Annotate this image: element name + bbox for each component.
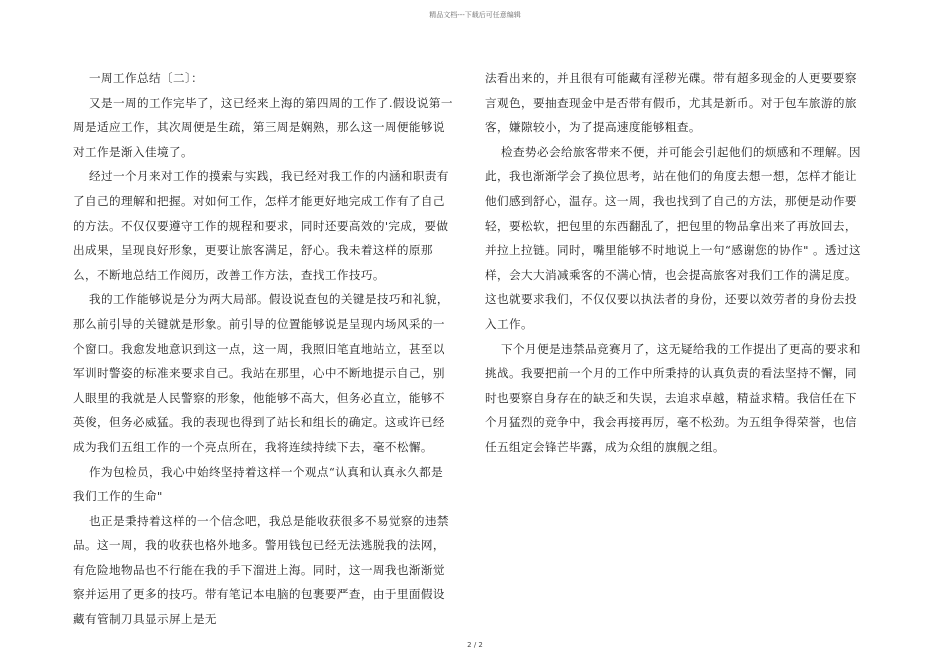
page-number: 2 / 2	[467, 641, 483, 649]
paragraph: 又是一周的工作完毕了，这已经来上海的第四周的工作了.假设说第一周是适应工作，其次周便是生疏，第三周是娴熟，那么这一周便能够说对工作是渐入佳境了。	[73, 95, 453, 159]
paragraph: 我的工作能够说是分为两大局部。假设说查包的关键是技巧和礼貌，那么前引导的关键就是形象。前引导的位置能够说是呈现内场风采的一个窗口。我愈发地意识到这一点，这一周，我照旧笔直地站立，甚至以军训时警姿的标准来要求自己。我站在那里，心中不断地提示自己，别人眼里的我就是人民警察的形象，他能够不高大，但务必直立，能够不英俊，但务必威猛。我的表现也得到了站长和组长的确定。这或许已经成为我们五组工作的一个亮点所在，我将连续持续下去，毫不松懈。	[73, 292, 449, 454]
paragraph: 也正是秉持着这样的一个信念吧，我总是能收获很多不易觉察的违禁品。这一周，我的收获也格外地多。警用钱包已经无法逃脱我的法网，有危险地物品也不行能在我的手下溜进上海。同时，这一周我也渐渐觉察并运用了更多的技巧。带有笔记本电脑的包裹要严查，由于里面假设藏有管制刀具显示屏上是无	[73, 513, 449, 627]
paragraph: 检查势必会给旅客带来不便，并可能会引起他们的烦感和不理解。因此，我也渐渐学会了换位思考，站在他们的角度去想一想，怎样才能让他们感到舒心，温存。这一周，我也找到了自己的方法，那便是动作要轻，要松软，把包里的东西翻乱了，把包里的物品拿出来了再放回去，并拉上拉链。同时，嘴里能够不时地说上一句“感谢您的协作" 。透过这样，会大大消减乘客的不满心情，也会提高旅客对我们工作的满足度。这也就要求我们，不仅仅要以执法者的身份，还要以效劳者的身份去投入工作。	[485, 144, 861, 331]
page-header: 精品文档---下载后可任意编辑	[429, 11, 521, 19]
paragraph: 作为包检员，我心中始终坚持着这样一个观点“认真和认真永久都是我们工作的生命"	[73, 464, 444, 504]
left-column	[73, 66, 453, 632]
paragraph: 下个月便是违禁品竞赛月了，这无疑给我的工作提出了更高的要求和挑战。我要把前一个月的工作中所秉持的认真负责的看法坚持不懈，同时也要察自身存在的缺乏和失误，去追求卓越，精益求精。我信任在下个月猛烈的竞争中，我会再接再厉，毫不松劲。为五组争得荣誉，也信任五组定会锋芒毕露，成为众组的旗舰之组。	[485, 341, 861, 454]
paragraph-title: 一周工作总结〔二〕：	[89, 71, 204, 85]
paragraph: 经过一个月来对工作的摸索与实践，我已经对我工作的内涵和职责有了自己的理解和把握。对如何工作，怎样才能更好地完成工作有了自己的方法。不仅仅要遵守工作的规程和要求，同时还要高效的'完成，要做出成果，呈现良好形象，更要让旅客满足，舒心。我未着这样的原那么，不断地总结工作阅历，改善工作方法，查找工作技巧。	[73, 169, 449, 282]
paragraph-continued: 法看出来的，并且很有可能藏有淫秽光碟。带有超多现金的人更要要察言观色，要抽查现金中是否带有假币，尤其是新币。对于包车旅游的旅客，嫌隙较小，为了提高速度能够粗查。	[485, 71, 857, 135]
right-column	[485, 66, 865, 460]
